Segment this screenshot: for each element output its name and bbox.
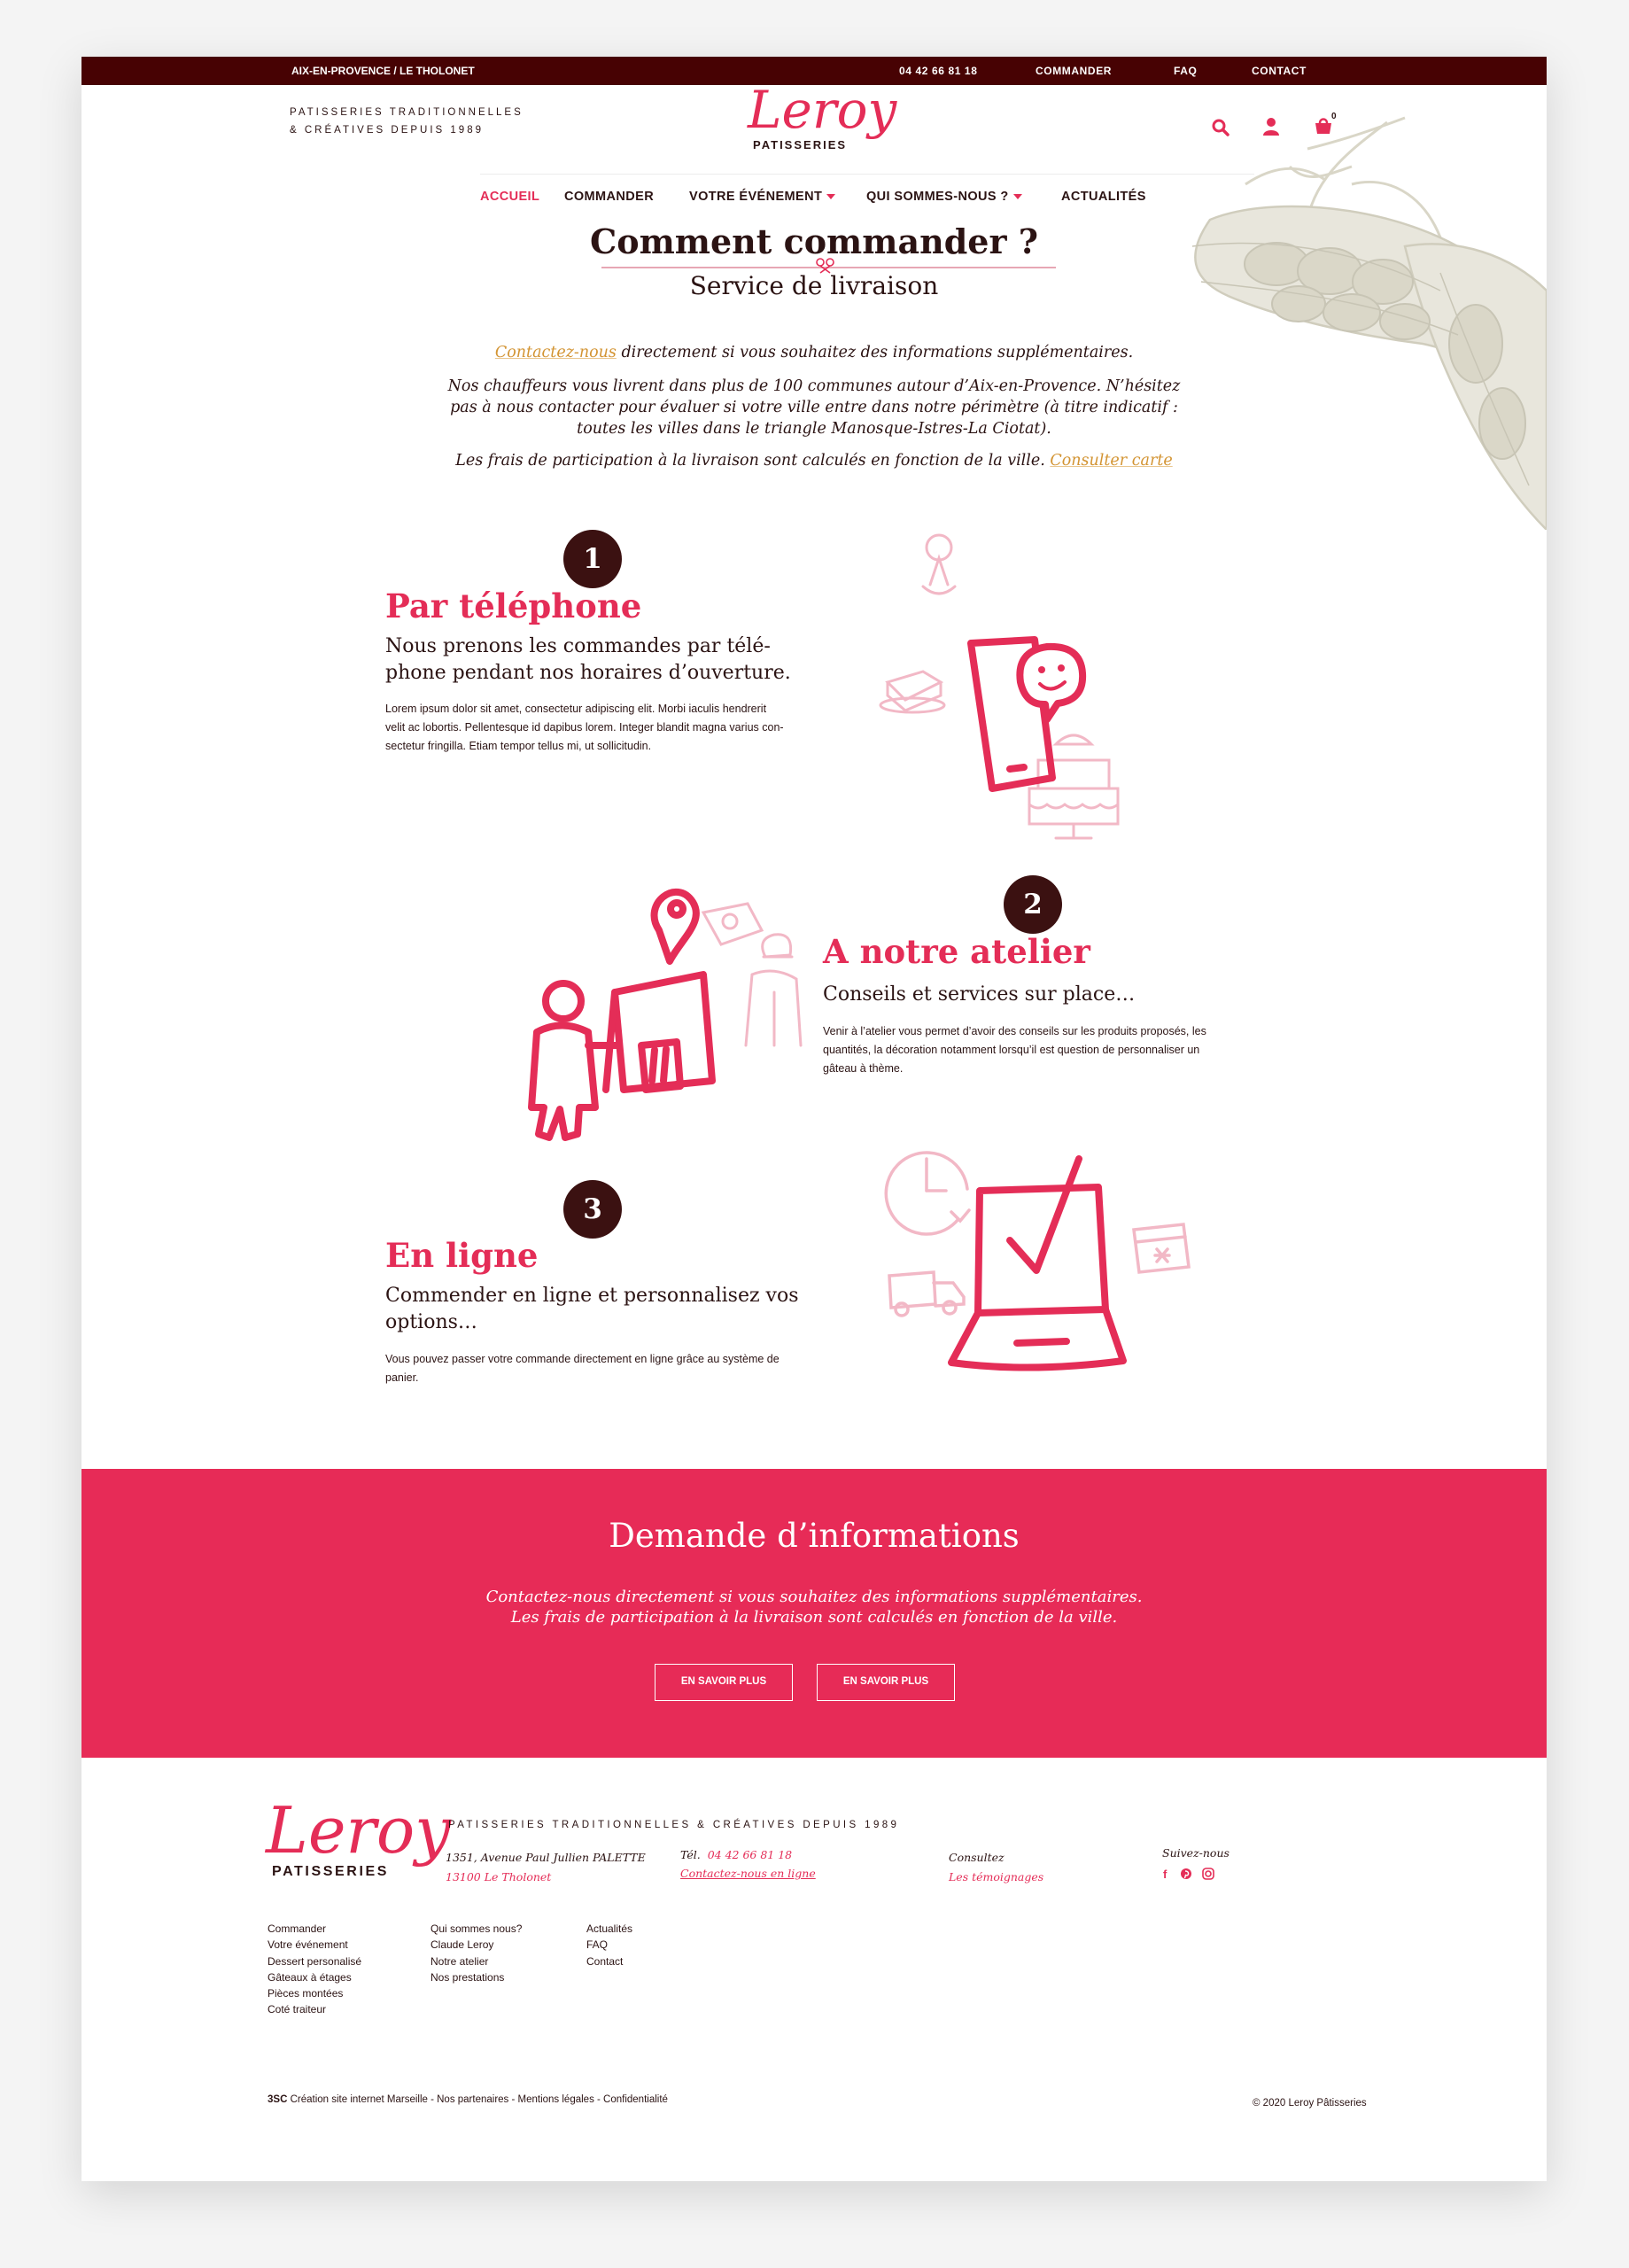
nav-item-accueil[interactable]: ACCUEIL xyxy=(480,190,540,204)
page-title: Comment commander ? xyxy=(589,221,1038,261)
step-1-body-line-2: velit ac lobortis. Pellentesque id dapibus lorem. Integer blandit magna varius con- xyxy=(385,721,784,734)
footer-link-nos-prestations[interactable]: Nos prestations xyxy=(431,1970,505,1984)
page-frame xyxy=(81,57,1547,2181)
footer-bottom-links xyxy=(268,2094,668,2105)
pinterest-icon[interactable] xyxy=(1180,1868,1192,1880)
hero-fees-text: Les frais de participation à la livraison sont calculés en fonction de la ville. xyxy=(455,452,1051,470)
nav-item-qui-sommes-nous-label: QUI SOMMES-NOUS ? xyxy=(866,190,1009,204)
nav-item-votre-evenement[interactable] xyxy=(689,190,835,204)
step-3-body-line-2: panier. xyxy=(385,1371,419,1384)
nav-item-qui-sommes-nous[interactable] xyxy=(866,190,1022,204)
step-3-body xyxy=(385,1350,780,1387)
cart-button[interactable] xyxy=(1314,112,1340,136)
chevron-down-icon xyxy=(1013,194,1022,199)
step-2-title: A notre atelier xyxy=(823,932,1090,971)
info-band-text-line-2: Les frais de participation à la livraison sont calculés en fonction de la ville. xyxy=(510,1608,1118,1627)
footer-col-3 xyxy=(586,1921,632,1969)
hero-contact-text: directement si vous souhaitez des informations supplémentaires. xyxy=(616,344,1134,361)
page-subtitle: Service de livraison xyxy=(689,271,939,300)
header-tagline xyxy=(290,104,524,139)
footer-link-notre-atelier[interactable]: Notre atelier xyxy=(431,1954,489,1968)
footer-bottom-brand[interactable]: 3SC xyxy=(268,2094,288,2105)
user-icon[interactable] xyxy=(1262,117,1280,136)
footer-legal-links[interactable]: Création site internet Marseille - Nos partenaires - Mentions légales - Confidentialité xyxy=(290,2094,668,2105)
nav-item-actualites[interactable]: ACTUALITÉS xyxy=(1061,190,1146,204)
step-2-number: 2 xyxy=(1004,875,1062,934)
footer-link-cote-traiteur[interactable]: Coté traiteur xyxy=(268,2003,327,2016)
footer-col-1 xyxy=(268,1921,361,2018)
step-1-body xyxy=(385,700,784,756)
step-1-subtitle-line-2: phone pendant nos horaires d’ouverture. xyxy=(385,662,791,684)
search-icon[interactable] xyxy=(1212,119,1230,136)
topbar-phone-link[interactable]: 04 42 66 81 18 xyxy=(899,65,978,77)
nav-item-votre-evenement-label: VOTRE ÉVÉNEMENT xyxy=(689,190,823,204)
topbar-link-faq[interactable]: FAQ xyxy=(1174,65,1198,77)
footer-tel-label: Tél. xyxy=(680,1848,701,1861)
footer-logo-subtitle: PATISSERIES xyxy=(272,1864,390,1879)
phone-order-illustration xyxy=(861,523,1144,842)
step-2-body-line-3: gâteau à thème. xyxy=(823,1062,904,1075)
footer-copyright: © 2020 Leroy Pâtisseries xyxy=(1253,2098,1367,2109)
header-tagline-line-1: PATISSERIES TRADITIONNELLES xyxy=(290,107,524,118)
info-band-text xyxy=(81,1587,1547,1627)
logo-subtitle: PATISSERIES xyxy=(753,138,848,151)
step-2-body-line-2: quantités, la décoration notamment lorsqu’il est question de personnaliser un xyxy=(823,1044,1200,1056)
en-savoir-plus-button-1[interactable]: EN SAVOIR PLUS xyxy=(655,1664,793,1701)
step-1-subtitle xyxy=(385,633,791,687)
online-order-illustration xyxy=(879,1127,1215,1419)
footer-link-actualites[interactable]: Actualités xyxy=(586,1922,633,1935)
footer-consultez-label: Consultez xyxy=(949,1851,1005,1864)
nav-item-commander[interactable]: COMMANDER xyxy=(564,190,655,204)
step-3-subtitle-line-2: options… xyxy=(385,1311,477,1333)
step-1-title: Par téléphone xyxy=(385,586,642,625)
instagram-icon[interactable] xyxy=(1202,1868,1214,1880)
step-2-body xyxy=(823,1022,1206,1078)
topbar-link-commander[interactable]: COMMANDER xyxy=(1036,65,1113,77)
main-nav xyxy=(480,174,1254,213)
footer-phone-link[interactable]: 04 42 66 81 18 xyxy=(707,1848,793,1861)
info-band xyxy=(81,1469,1547,1758)
footer-link-gateaux-a-etages[interactable]: Gâteaux à étages xyxy=(268,1970,352,1984)
step-2-body-line-1: Venir à l’atelier vous permet d’avoir des conseils sur les produits proposés, les xyxy=(823,1025,1206,1037)
footer-col-2 xyxy=(431,1921,522,1985)
footer-link-faq[interactable]: FAQ xyxy=(586,1938,609,1952)
footer-testimonials-link[interactable]: Les témoignages xyxy=(949,1870,1044,1884)
info-band-text-line-1: Contactez-nous directement si vous souhaitez des informations supplémentaires. xyxy=(485,1588,1143,1606)
hero-contact-line xyxy=(81,342,1547,363)
header-tagline-line-2: & CRÉATIVES DEPUIS 1989 xyxy=(290,125,484,136)
cart-count-badge: 0 xyxy=(1331,112,1337,121)
footer-link-commander[interactable]: Commander xyxy=(268,1922,327,1935)
facebook-icon[interactable]: f xyxy=(1163,1868,1167,1881)
footer-link-dessert-personalise[interactable]: Dessert personalisé xyxy=(268,1954,362,1968)
info-band-title: Demande d’informations xyxy=(609,1517,1020,1555)
logo-wordmark: Leroy xyxy=(748,80,897,140)
step-3-subtitle xyxy=(385,1283,799,1336)
footer-tel xyxy=(680,1848,792,1861)
cart-icon xyxy=(1314,115,1333,135)
topbar-link-contact[interactable]: CONTACT xyxy=(1252,65,1307,77)
en-savoir-plus-button-2[interactable]: EN SAVOIR PLUS xyxy=(817,1664,955,1701)
footer-address-line-1: 1351, Avenue Paul Jullien PALETTE xyxy=(446,1851,646,1864)
footer-tagline: PATISSERIES TRADITIONNELLES & CRÉATIVES DEPUIS 1989 xyxy=(448,1820,900,1830)
footer-link-contact[interactable]: Contact xyxy=(586,1954,624,1968)
step-1-subtitle-line-1: Nous prenons les commandes par télé- xyxy=(385,635,771,657)
step-3-number: 3 xyxy=(563,1180,622,1239)
hero-delivery-text: Nos chauffeurs vous livrent dans plus de 100 communes autour d’Aix-en-Provence. N’hésitez pas à nous contacter pour évaluer si votre ville entre dans notre périmètre (à titre indicatif : toutes les villes dans le triangle Manosque-Istres-La Ciotat). xyxy=(447,377,1181,438)
step-3-subtitle-line-1: Commender en ligne et personnalisez vos xyxy=(385,1285,799,1307)
footer-link-qui-sommes-nous[interactable]: Qui sommes nous? xyxy=(431,1922,523,1935)
step-3-body-line-1: Vous pouvez passer votre commande directement en ligne grâce au système de xyxy=(385,1353,780,1365)
workshop-illustration xyxy=(464,868,818,1152)
footer-link-votre-evenement[interactable]: Votre événement xyxy=(268,1938,348,1952)
footer-address-line-2: 13100 Le Tholonet xyxy=(446,1870,552,1884)
hero-contact-link[interactable]: Contactez-nous xyxy=(494,344,617,361)
consulter-carte-link[interactable]: Consulter carte xyxy=(1050,452,1173,470)
footer-contact-link[interactable]: Contactez-nous en ligne xyxy=(680,1867,816,1880)
step-1-body-line-1: Lorem ipsum dolor sit amet, consectetur adipiscing elit. Morbi iaculis hendrerit xyxy=(385,703,767,715)
step-1-number: 1 xyxy=(563,530,622,588)
footer-follow-label: Suivez-nous xyxy=(1162,1846,1230,1860)
hero-fees-line xyxy=(81,450,1547,471)
step-1-body-line-3: sectetur fringilla. Etiam tempor tellus mi, ut sollicitudin. xyxy=(385,740,652,752)
footer-link-pieces-montees[interactable]: Pièces montées xyxy=(268,1987,344,2000)
location-text: AIX-EN-PROVENCE / LE THOLONET xyxy=(291,65,475,77)
footer-link-claude-leroy[interactable]: Claude Leroy xyxy=(431,1938,494,1952)
step-3-title: En ligne xyxy=(385,1236,539,1275)
step-2-subtitle: Conseils et services sur place… xyxy=(823,983,1136,1006)
footer-logo-wordmark: Leroy xyxy=(266,1793,451,1868)
chevron-down-icon xyxy=(826,194,835,199)
